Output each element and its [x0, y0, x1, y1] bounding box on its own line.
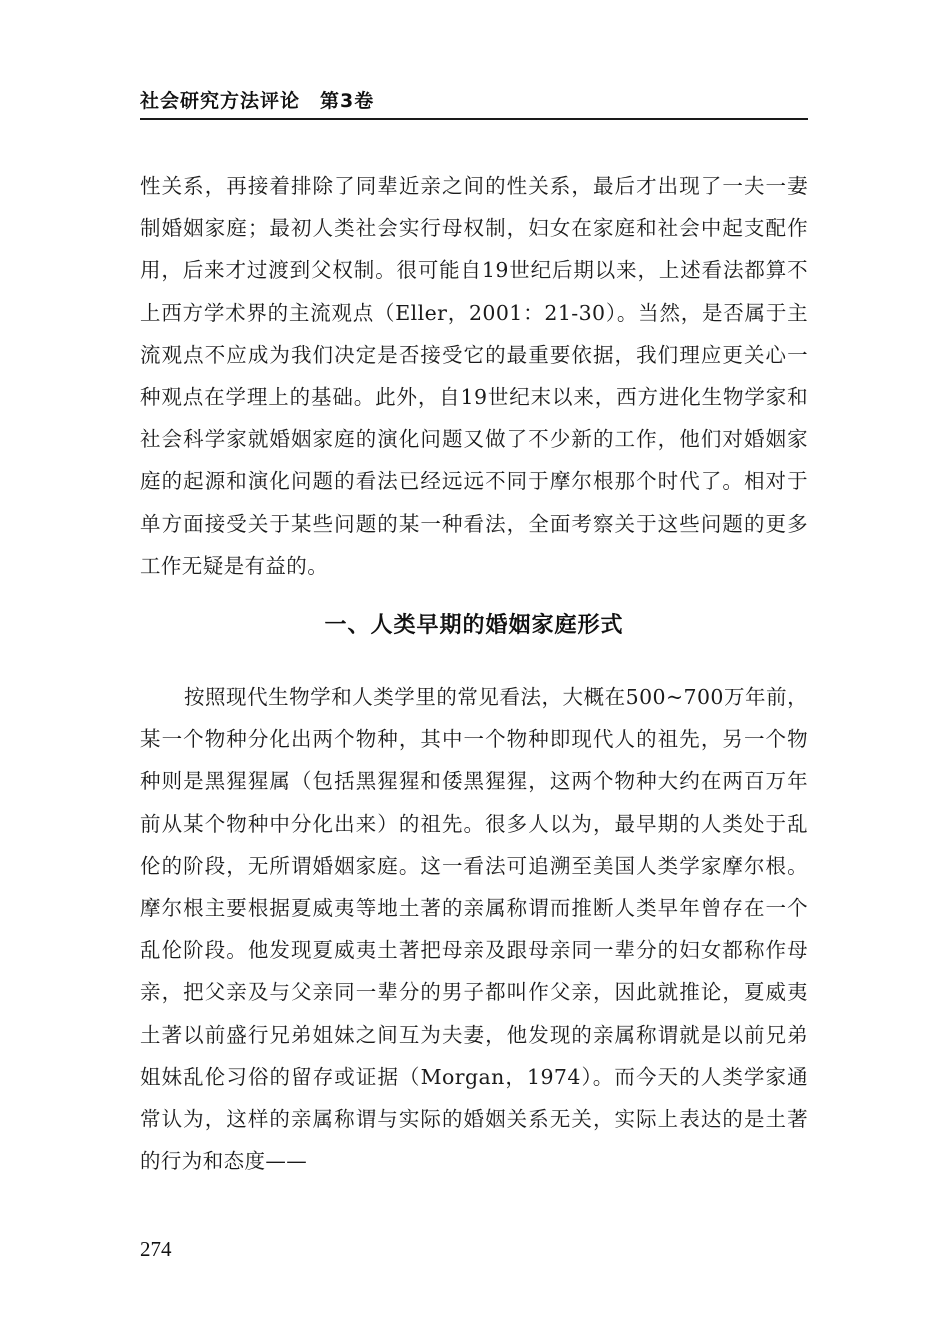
running-header [140, 84, 808, 120]
journal-title: 社会研究方法评论 第3卷 [140, 90, 375, 112]
page-number: 274 [140, 1237, 172, 1261]
section-heading: 一、人类早期的婚姻家庭形式 [324, 613, 624, 638]
body-paragraph: 按照现代生物学和人类学里的常见看法，大概在500~700万年前，某一个物种分化出两个物种，其中一个物种即现代人的祖先，另一个物种则是黑猩猩属（包括黑猩猩和倭黑猩猩，这两个物种大约在两百万年前从某个物种中分化出来）的祖先。很多人以为，最早期的人类处于乱伦的阶段，无所谓婚姻家庭。这一看法可追溯至美国人类学家摩尔根。摩尔根主要根据夏威夷等地土著的亲属称谓而推断人类早年曾存在一个乱伦阶段。他发现夏威夷土著把母亲及跟母亲同一辈分的妇女都称作母亲，把父亲及与父亲同一辈分的男子都叫作父亲，因此就推论，夏威夷土著以前盛行兄弟姐妹之间互为夫妻，他发现的亲属称谓就是以前兄弟姐妹乱伦习俗的留存或证据（Morgan，1974）。而今天的人类学家通常认为，这样的亲属称谓与实际的婚姻关系无关，实际上表达的是土著的行为和态度—— [140, 685, 808, 1174]
body-paragraph: 性关系，再接着排除了同辈近亲之间的性关系，最后才出现了一夫一妻制婚姻家庭；最初人类社会实行母权制，妇女在家庭和社会中起支配作用，后来才过渡到父权制。很可能自19世纪后期以来，上述看法都算不上西方学术界的主流观点（Eller，2001：21-30）。当然，是否属于主流观点不应成为我们决定是否接受它的最重要依据，我们理应更关心一种观点在学理上的基础。此外，自19世纪末以来，西方进化生物学家和社会科学家就婚姻家庭的演化问题又做了不少新的工作，他们对婚姻家庭的起源和演化问题的看法已经远远不同于摩尔根那个时代了。相对于单方面接受关于某些问题的某一种看法，全面考察关于这些问题的更多工作无疑是有益的。 [140, 174, 808, 578]
